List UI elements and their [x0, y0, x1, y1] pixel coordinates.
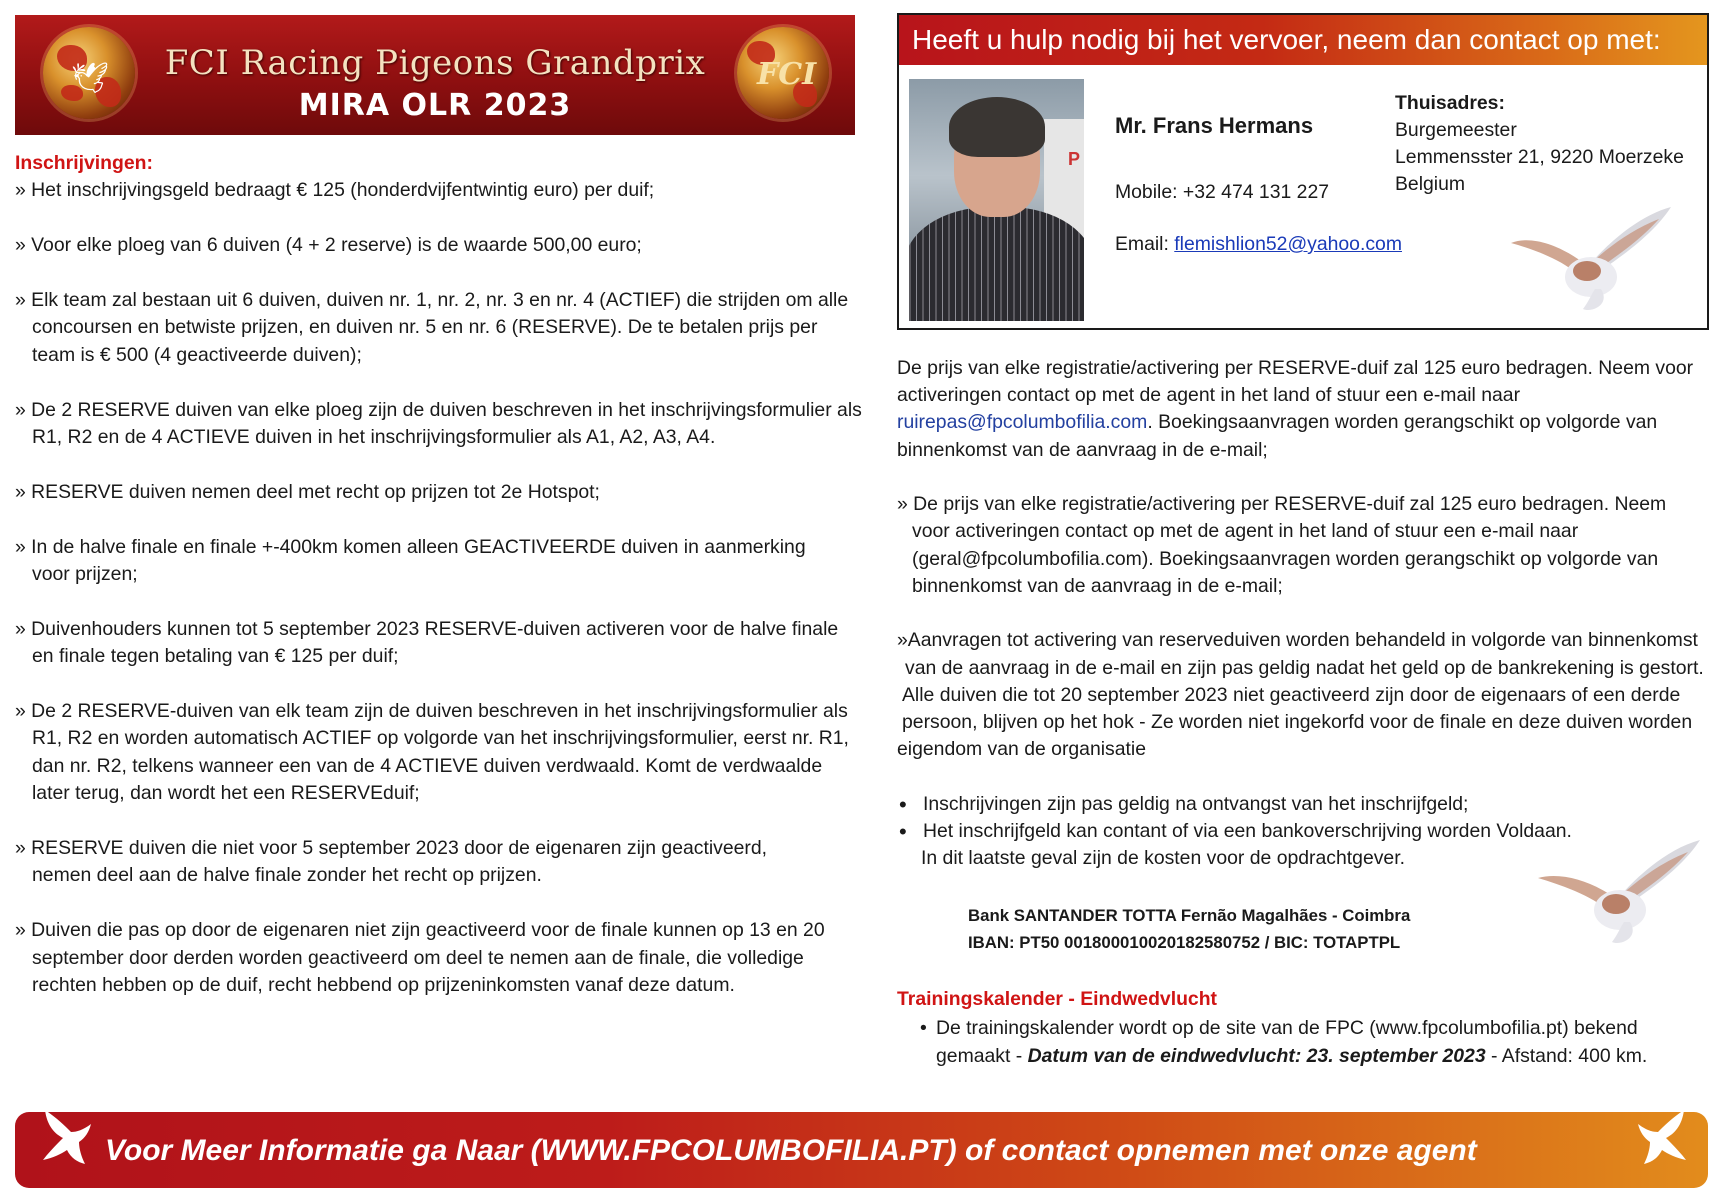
reserve-email-link[interactable]: ruirepas@fpcolumbofilia.com: [897, 411, 1148, 434]
dove-icon: [37, 1108, 97, 1172]
contact-name: Mr. Frans Hermans: [1115, 113, 1314, 138]
footer-banner: [15, 1112, 1708, 1188]
registration-heading: Inschrijvingen:: [15, 152, 153, 174]
contact-header: Heeft u hulp nodig bij het vervoer, neem dan contact op met:: [899, 15, 1707, 65]
list-item-continuation: In dit laatste geval zijn de kosten voor de opdrachtgever.: [921, 847, 1405, 870]
fci-globe-logo-icon: [737, 27, 829, 119]
activation-paragraph: » De prijs van elke registratie/activering per RESERVE-duif zal 125 euro bedragen. Neem voor activeringen contact op met de agent in het land of stuur een e-mail naar (geral@fpcolumbofilia.com). Boekingsaanvragen worden gerangschikt op volgorde van binnenkomst van de aanvraag in de e-mail;: [897, 493, 1667, 597]
list-item: • Inschrijvingen zijn pas geldig na ontvangst van het inschrijfgeld;: [897, 791, 1712, 818]
registration-item: » Voor elke ploeg van 6 duiven (4 + 2 reserve) is de waarde 500,00 euro;: [15, 234, 642, 257]
contact-mobile: Mobile: +32 474 131 227: [1115, 181, 1330, 203]
training-text: • De trainingskalender wordt op de site van de FPC (www.fpcolumbofilia.pt) bekend gemaakt - Datum van de eindwedvlucht: 23. september 2023 - Afstand: 400 km.: [920, 1017, 1648, 1067]
address-line: Belgium: [1395, 173, 1466, 195]
activation-paragraph: De prijs van elke registratie/activering per RESERVE-duif zal 125 euro bedragen. Neem voor activeringen contact op met de agent in het land of stuur een e-mail naar ruirepas@fpcolumbofilia.com. Boekingsaanvragen worden gerangschikt op volgorde van binnenkomst van de aanvraag in de e-mail;: [897, 357, 1694, 461]
training-heading: Trainingskalender - Eindwedvlucht: [897, 988, 1218, 1010]
activation-section: [897, 355, 1712, 872]
address-line: Lemmensster 21, 9220 Moerzeke: [1395, 146, 1684, 168]
contact-photo: P: [909, 79, 1084, 321]
list-item: • Het inschrijfgeld kan contant of via een bankoverschrijving worden Voldaan.: [897, 818, 1712, 845]
flying-pigeon-icon: [1520, 838, 1710, 948]
banner-title: FCI Racing Pigeons Grandprix: [164, 43, 706, 83]
contact-email: Email: flemishlion52@yahoo.com: [1115, 233, 1402, 255]
address-line: Burgemeester: [1395, 119, 1517, 141]
banner-subtitle: MIRA OLR 2023: [298, 88, 572, 123]
bullet-icon: •: [920, 1017, 927, 1039]
registration-item: » Elk team zal bestaan uit 6 duiven, duiven nr. 1, nr. 2, nr. 3 en nr. 4 (ACTIEF) die strijden om alle concoursen en betwiste prijzen, en duiven nr. 5 en nr. 6 (RESERVE). De te betalen prijs per team is € 500 (4 geactiveerde duiven);: [15, 289, 849, 366]
bank-details: [968, 902, 1410, 956]
registration-section: [15, 150, 870, 999]
home-address: [1395, 90, 1684, 198]
bank-name: Bank SANTANDER TOTTA Fernão Magalhães - Coimbra: [968, 906, 1411, 925]
address-title: Thuisadres:: [1395, 92, 1505, 114]
fci-logo-text: FCI: [757, 57, 817, 92]
dove-icon: [1632, 1108, 1692, 1172]
registration-item: » RESERVE duiven die niet voor 5 september 2023 door de eigenaren zijn geactiveerd, nemen deel aan de halve finale zonder het recht op prijzen.: [15, 837, 768, 887]
registration-item: » In de halve finale en finale +-400km komen alleen GEACTIVEERDE duiven in aanmerking voor prijzen;: [15, 535, 806, 586]
contact-box: [897, 13, 1709, 330]
bank-iban: IBAN: PT50 001800010020182580752 / BIC: TOTAPTPL: [968, 933, 1401, 952]
footer-text: Voor Meer Informatie ga Naar (WWW.FPCOLUMBOFILIA.PT) of contact opnemen met onze agent: [105, 1134, 1477, 1167]
registration-item: » Duivenhouders kunnen tot 5 september 2023 RESERVE-duiven activeren voor de halve finale en finale tegen betaling van € 125 per duif;: [15, 617, 839, 668]
registration-item: » De 2 RESERVE-duiven van elk team zijn de duiven beschreven in het inschrijvingsformulier als R1, R2 en worden automatisch ACTIEF op volgorde van het inschrijvingsformulier, eerst nr. R1, dan nr. R2, telkens wanneer een van de 4 ACTIEVE duiven verdwaald. Komt de verdwaalde later terug, dan wordt het een RESERVEduif;: [15, 700, 849, 805]
registration-item: » Het inschrijvingsgeld bedraagt € 125 (honderdvijfentwintig euro) per duif;: [15, 179, 655, 202]
final-race-date: Datum van de eindwedvlucht: 23. september 2023: [1027, 1044, 1486, 1067]
globe-pigeon-logo-icon: 🕊: [43, 27, 135, 119]
flying-pigeon-icon: [1491, 205, 1681, 315]
registration-item: » Duiven die pas op door de eigenaren niet zijn geactiveerd voor de finale kunnen op 13 en 20 september door derden worden geactiveerd om deel te nemen aan de finale, die volledige rechten hebben op de duif, recht hebbend op prijzeninkomsten vanaf deze datum.: [15, 919, 825, 997]
registration-item: » RESERVE duiven nemen deel met recht op prijzen tot 2e Hotspot;: [15, 480, 600, 503]
activation-paragraph: »Aanvragen tot activering van reserveduiven worden behandeld in volgorde van binnenkomst van de aanvraag in de e-mail en zijn pas geldig nadat het geld op de bankrekening is gestort. Alle duiven die tot 20 september 2023 niet geactiveerd zijn door de eigenaars of een derde persoon, blijven op het hok - Ze worden niet ingekorfd voor de finale en deze duiven worden eigendom van de organisatie: [897, 629, 1704, 761]
email-link[interactable]: flemishlion52@yahoo.com: [1174, 233, 1402, 255]
registration-item: » De 2 RESERVE duiven van elke ploeg zijn de duiven beschreven in het inschrijvingsformulier als R1, R2 en de 4 ACTIEVE duiven in het inschrijvingsformulier als A1, A2, A3, A4.: [15, 398, 862, 449]
header-banner: [15, 15, 855, 135]
